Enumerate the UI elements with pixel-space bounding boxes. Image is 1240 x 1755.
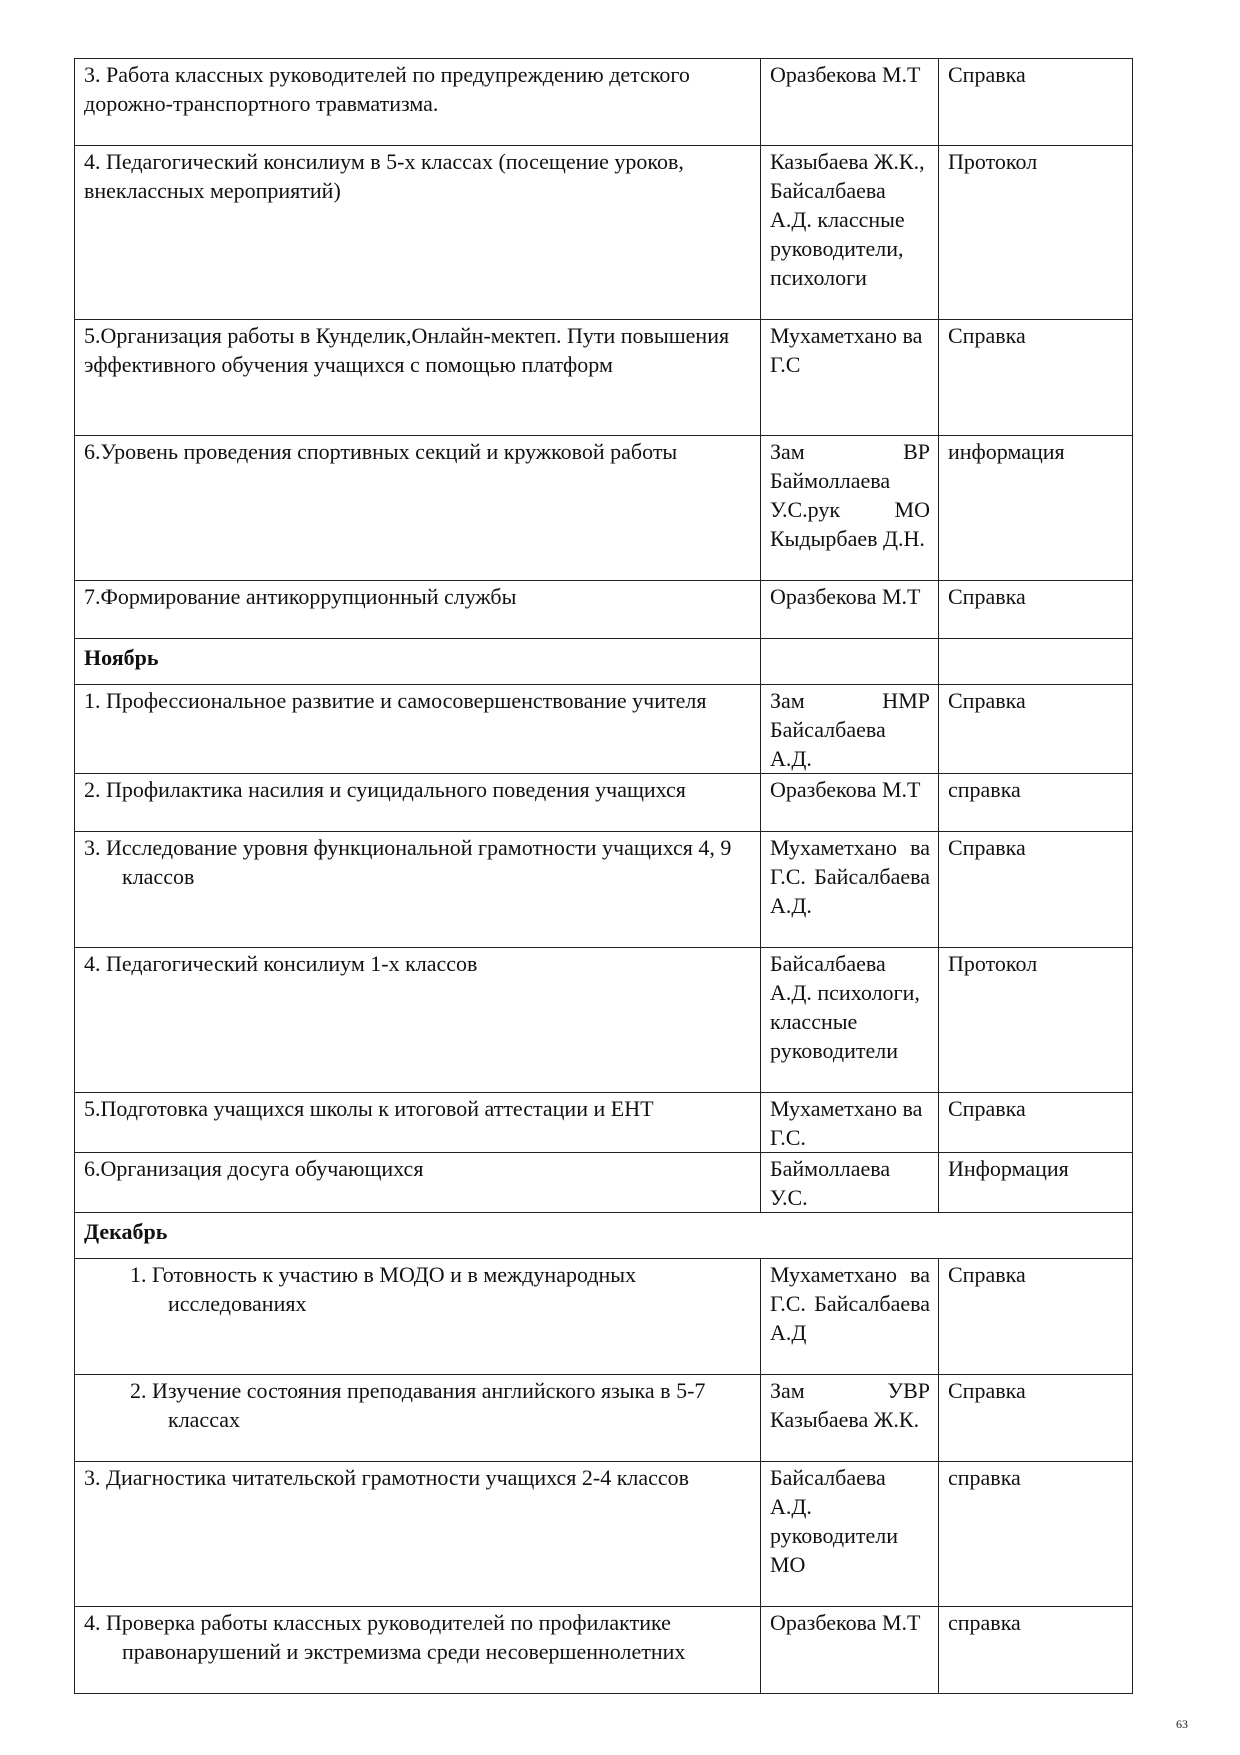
responsible-cell: Баймоллаева У.С. (761, 1153, 939, 1213)
result-cell: Справка (939, 59, 1133, 146)
table-row (75, 146, 1133, 320)
responsible-cell: Мухаметхано ва Г.С. (761, 1093, 939, 1153)
table-row (75, 1375, 1133, 1462)
table-row (75, 1153, 1133, 1213)
task-cell: 2. Профилактика насилия и суицидального поведения учащихся (75, 774, 761, 832)
task-cell (75, 1375, 761, 1462)
result-cell: справка (939, 1462, 1133, 1607)
table-row (75, 1462, 1133, 1607)
table-row (75, 948, 1133, 1093)
task-text: 4. Проверка работы классных руководителей по профилактике правонарушений и экстремизма среди несовершеннолетних (84, 1610, 686, 1664)
responsible-cell: Мухаметхано ва Г.С (761, 320, 939, 436)
task-cell: 7.Формирование антикоррупционный службы (75, 581, 761, 639)
responsible-cell: Зам УВР Казыбаева Ж.К. (761, 1375, 939, 1462)
task-cell: 6.Уровень проведения спортивных секций и кружковой работы (75, 436, 761, 581)
month-label: Ноябрь (75, 639, 761, 685)
task-cell: 1. Профессиональное развитие и самосовершенствование учителя (75, 685, 761, 774)
result-cell: Справка (939, 1375, 1133, 1462)
result-cell: Справка (939, 320, 1133, 436)
result-cell: справка (939, 1607, 1133, 1694)
responsible-cell: Зам НМР Байсалбаева А.Д. (761, 685, 939, 774)
responsible-cell: Оразбекова М.Т (761, 581, 939, 639)
table-row (75, 774, 1133, 832)
task-cell: 4. Педагогический консилиум 1-х классов (75, 948, 761, 1093)
page-number: 63 (1176, 1717, 1188, 1731)
month-header-row (75, 639, 1133, 685)
task-text: 1. Готовность к участию в МОДО и в международных исследованиях (130, 1262, 637, 1316)
empty-cell (761, 639, 939, 685)
responsible-cell: Байсалбаева А.Д. психологи, классные руководители (761, 948, 939, 1093)
result-cell: Справка (939, 1093, 1133, 1153)
result-cell: справка (939, 774, 1133, 832)
task-cell (75, 1462, 761, 1607)
result-cell: Справка (939, 832, 1133, 948)
month-header-row (75, 1213, 1133, 1259)
result-cell: Справка (939, 581, 1133, 639)
table-row (75, 1093, 1133, 1153)
responsible-cell: Мухаметхано ва Г.С. Байсалбаева А.Д. (761, 832, 939, 948)
empty-cell (939, 639, 1133, 685)
result-cell: Справка (939, 685, 1133, 774)
task-cell (75, 832, 761, 948)
task-cell (75, 1607, 761, 1694)
result-cell: Протокол (939, 948, 1133, 1093)
responsible-cell: Байсалбаева А.Д. руководители МО (761, 1462, 939, 1607)
month-label: Декабрь (75, 1213, 1133, 1259)
table-row (75, 320, 1133, 436)
result-cell: информация (939, 436, 1133, 581)
responsible-cell: Оразбекова М.Т (761, 59, 939, 146)
responsible-cell: Оразбекова М.Т (761, 1607, 939, 1694)
table-row (75, 581, 1133, 639)
table-row (75, 832, 1133, 948)
table-row (75, 1259, 1133, 1375)
table-row (75, 436, 1133, 581)
task-cell: 3. Работа классных руководителей по предупреждению детского дорожно-транспортного травматизма. (75, 59, 761, 146)
task-cell: 5.Подготовка учащихся школы к итоговой аттестации и ЕНТ (75, 1093, 761, 1153)
task-cell (75, 1259, 761, 1375)
task-cell: 6.Организация досуга обучающихся (75, 1153, 761, 1213)
responsible-cell: Мухаметхано ва Г.С. Байсалбаева А.Д (761, 1259, 939, 1375)
result-cell: Информация (939, 1153, 1133, 1213)
result-cell: Протокол (939, 146, 1133, 320)
task-cell: 4. Педагогический консилиум в 5-х классах (посещение уроков, внеклассных мероприятий) (75, 146, 761, 320)
responsible-cell: Казыбаева Ж.К., Байсалбаева А.Д. классные руководители, психологи (761, 146, 939, 320)
table-row (75, 59, 1133, 146)
task-text: 2. Изучение состояния преподавания английского языка в 5-7 классах (130, 1378, 706, 1432)
table-row (75, 685, 1133, 774)
responsible-cell: Зам ВР Баймоллаева У.С.рук МО Кыдырбаев Д.Н. (761, 436, 939, 581)
task-text: 3. Исследование уровня функциональной грамотности учащихся 4, 9 классов (84, 835, 732, 889)
task-text: 3. Диагностика читательской грамотности учащихся 2-4 классов (84, 1465, 690, 1490)
responsible-cell: Оразбекова М.Т (761, 774, 939, 832)
task-cell: 5.Организация работы в Кунделик,Онлайн-мектеп. Пути повышения эффективного обучения учащихся с помощью платформ (75, 320, 761, 436)
table-row (75, 1607, 1133, 1694)
plan-table (74, 58, 1133, 1694)
result-cell: Справка (939, 1259, 1133, 1375)
